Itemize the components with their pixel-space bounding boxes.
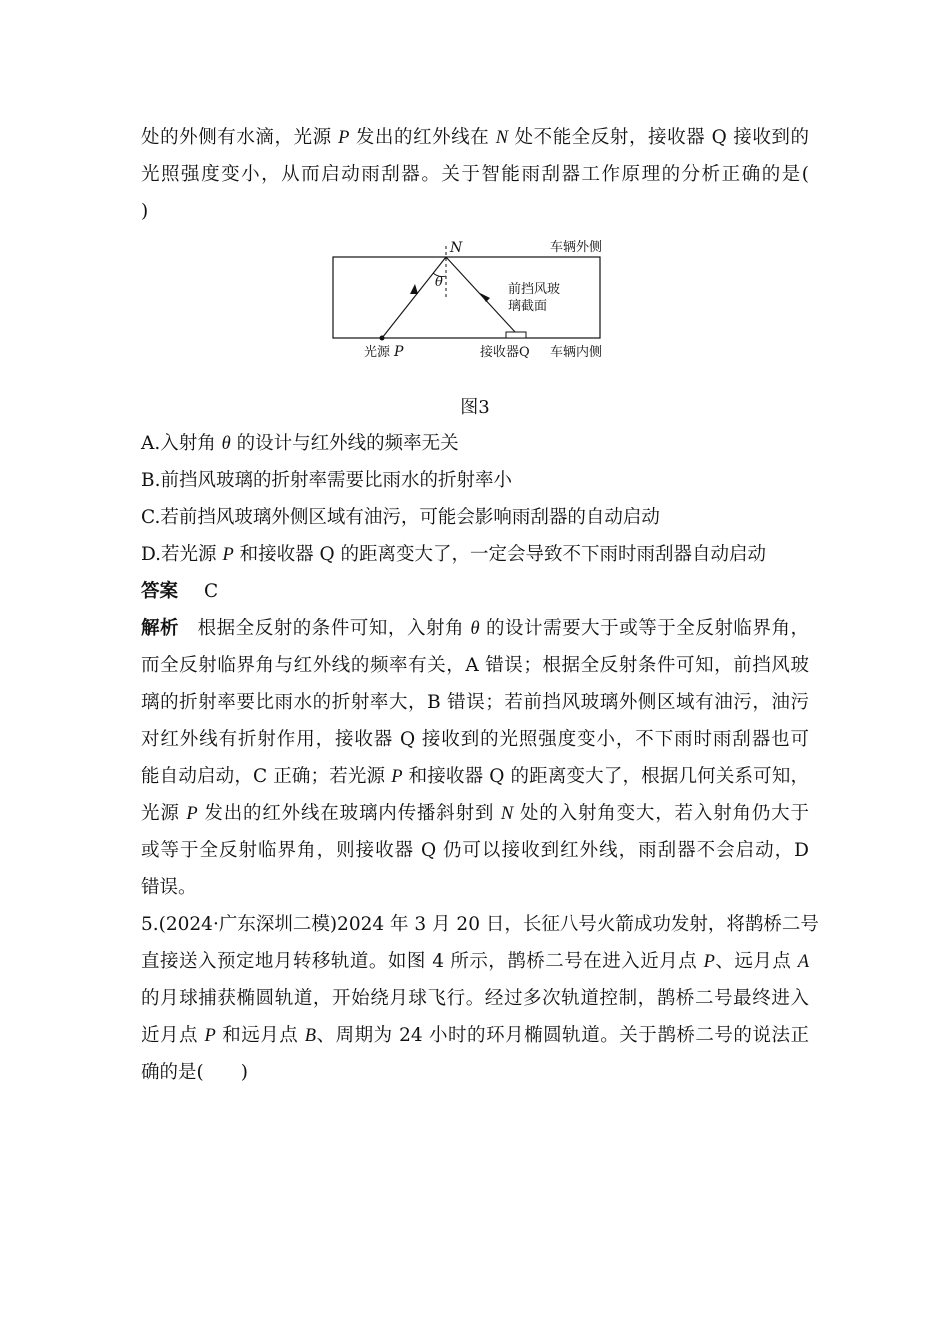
light-source-dot: [380, 336, 385, 341]
intro-line-2: 光照强度变小，从而启动雨刮器。关于智能雨刮器工作原理的分析正确的是(: [141, 164, 809, 185]
label-glass-1: 前挡风玻: [508, 282, 561, 297]
q5-line-2: 直接送入预定地月转移轨道。如图 4 所示，鹊桥二号在进入近月点 P、远月点 A: [141, 951, 809, 972]
intro-line-1: 处的外侧有水滴，光源 P 发出的红外线在 N 处不能全反射，接收器 Q 接收到的: [141, 127, 809, 148]
analysis-line-2: 而全反射临界角与红外线的频率有关，A 错误；根据全反射条件可知，前挡风玻: [141, 655, 809, 676]
reflected-arrow-icon: [480, 293, 490, 302]
q5-line-3: 的月球捕获椭圆轨道，开始绕月球飞行。经过多次轨道控制，鹊桥二号最终进入: [141, 988, 809, 1009]
analysis-label: 解析: [141, 618, 180, 639]
label-inside: 车辆内侧: [550, 345, 603, 360]
label-glass-2: 璃截面: [508, 299, 548, 314]
incident-ray: [382, 257, 446, 338]
analysis-line-1: 解析 根据全反射的条件可知，入射角 θ 的设计需要大于或等于全反射临界角，: [141, 618, 809, 639]
option-b: B.前挡风玻璃的折射率需要比雨水的折射率小: [141, 470, 512, 491]
reflected-ray: [446, 257, 516, 333]
analysis-line-5: 能自动启动，C 正确；若光源 P 和接收器 Q 的距离变大了，根据几何关系可知，: [141, 766, 809, 787]
figure-windshield-diagram: [320, 232, 620, 367]
figure-caption: 图3: [460, 397, 490, 418]
option-c: C.若前挡风玻璃外侧区域有油污，可能会影响雨刮器的自动启动: [141, 507, 660, 528]
label-n: N: [450, 240, 463, 256]
label-theta: θ: [435, 275, 443, 290]
label-p: P: [394, 344, 404, 360]
label-source: 光源: [364, 345, 391, 360]
intro-line-3: ): [141, 201, 149, 222]
option-a: A.入射角 θ 的设计与红外线的频率无关: [141, 433, 459, 454]
answer-label: 答案: [141, 581, 179, 602]
q5-line-4: 近月点 P 和远月点 B、周期为 24 小时的环月椭圆轨道。关于鹊桥二号的说法正: [141, 1025, 809, 1046]
q5-line-5: 确的是( ): [141, 1062, 248, 1083]
incident-arrow-icon: [410, 284, 418, 294]
windshield-diagram: [320, 232, 620, 367]
analysis-line-4: 对红外线有折射作用，接收器 Q 接收到的光照强度变小，不下雨时雨刮器也可: [141, 729, 809, 750]
q5-line-1: 5.(2024·广东深圳二模)2024 年 3 月 20 日，长征八号火箭成功发射，将鹊桥二号: [141, 914, 819, 935]
glass-cross-section-box: [333, 257, 600, 338]
analysis-line-8: 错误。: [141, 877, 197, 898]
receiver-block: [506, 332, 526, 338]
option-d: D.若光源 P 和接收器 Q 的距离变大了，一定会导致不下雨时雨刮器自动启动: [141, 544, 767, 565]
label-receiver: 接收器Q: [480, 345, 530, 360]
analysis-line-6: 光源 P 发出的红外线在玻璃内传播斜射到 N 处的入射角变大，若入射角仍大于: [141, 803, 809, 824]
answer: [141, 580, 218, 604]
answer-value: C: [204, 581, 219, 602]
analysis-line-3: 璃的折射率要比雨水的折射率大，B 错误；若前挡风玻璃外侧区域有油污，油污: [141, 692, 809, 713]
analysis-line-7: 或等于全反射临界角，则接收器 Q 仍可以接收到红外线，雨刮器不会启动，D: [141, 840, 809, 861]
label-outside: 车辆外侧: [550, 240, 603, 255]
